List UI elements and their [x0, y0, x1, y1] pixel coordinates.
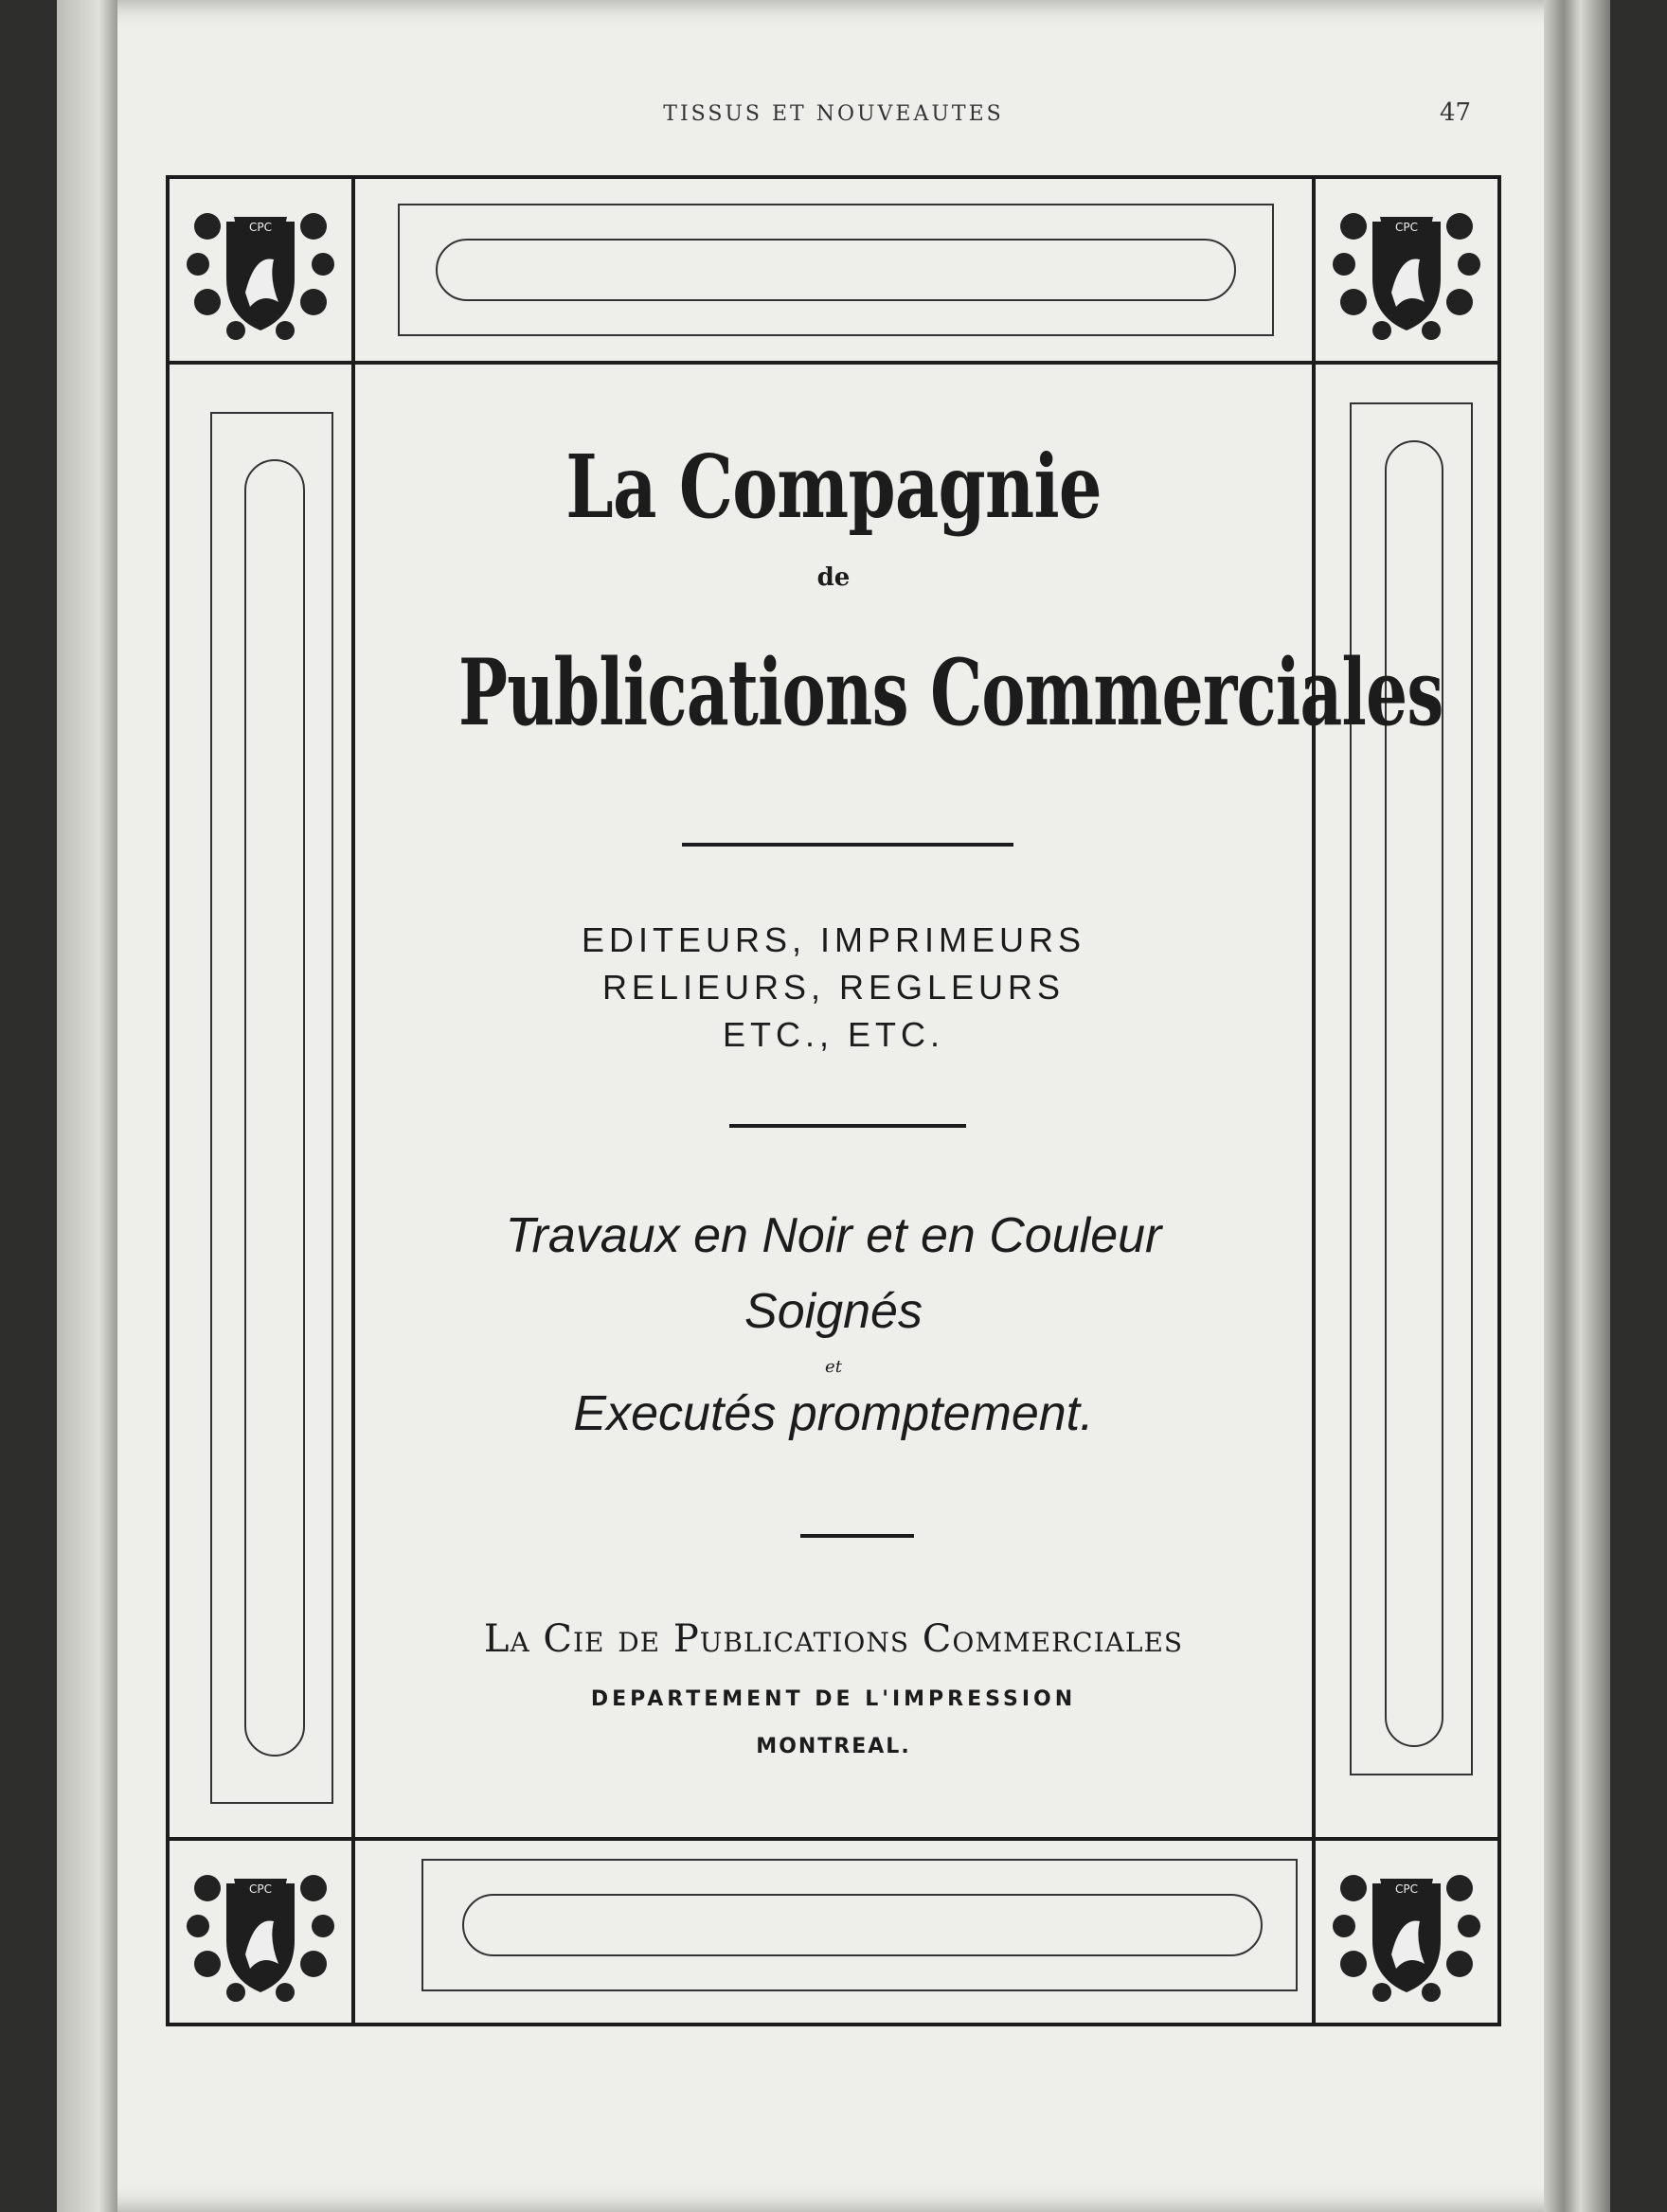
- facing-page-edge: [57, 0, 117, 2212]
- company-title-de: de: [816, 563, 851, 592]
- corner-crest-bottom-right: [1312, 1837, 1501, 2026]
- works-line: Travaux en Noir et en Couleur: [505, 1208, 1162, 1263]
- running-head: TISSUS ET NOUVEAUTES: [663, 102, 1004, 126]
- footer-department: DEPARTEMENT DE L'IMPRESSION: [590, 1687, 1077, 1711]
- book-edge: [1544, 0, 1610, 2212]
- services-line: EDITEURS, IMPRIMEURS: [581, 920, 1086, 959]
- corner-crest-bottom-left: [166, 1837, 355, 2026]
- footer-company: La Cie de Publications Commerciales: [483, 1617, 1184, 1661]
- divider-rule: [800, 1534, 914, 1538]
- company-title-line2: Publications Commerciales: [457, 639, 1443, 746]
- works-line: Soignés: [744, 1284, 923, 1339]
- corner-crest-top-right: [1312, 175, 1501, 365]
- works-line: Executés promptement.: [573, 1386, 1094, 1441]
- services-line: ETC., ETC.: [722, 1015, 944, 1054]
- top-ornament-pill: [436, 239, 1236, 301]
- company-title-line1: La Compagnie: [565, 436, 1102, 538]
- left-ornament-pill: [244, 459, 305, 1757]
- corner-crest-top-left: [166, 175, 355, 365]
- divider-rule: [729, 1124, 966, 1128]
- crest-icon: [179, 1850, 342, 2013]
- crest-icon: [1325, 1850, 1488, 2013]
- page-number: 47: [1440, 98, 1472, 127]
- right-ornament-pill: [1385, 440, 1443, 1747]
- svg-text:CPC: CPC: [1395, 221, 1418, 234]
- svg-text:CPC: CPC: [1395, 1882, 1418, 1896]
- services-line: RELIEURS, REGLEURS: [601, 968, 1066, 1007]
- svg-text:CPC: CPC: [249, 1882, 272, 1896]
- footer-city: MONTREAL.: [756, 1735, 911, 1758]
- advertisement-content: [369, 369, 1443, 1790]
- crest-icon: [1325, 188, 1488, 351]
- works-et: et: [825, 1357, 842, 1377]
- crest-icon: [179, 188, 342, 351]
- divider-rule: [682, 843, 1013, 847]
- bottom-ornament-pill: [462, 1894, 1263, 1956]
- svg-text:CPC: CPC: [249, 221, 272, 234]
